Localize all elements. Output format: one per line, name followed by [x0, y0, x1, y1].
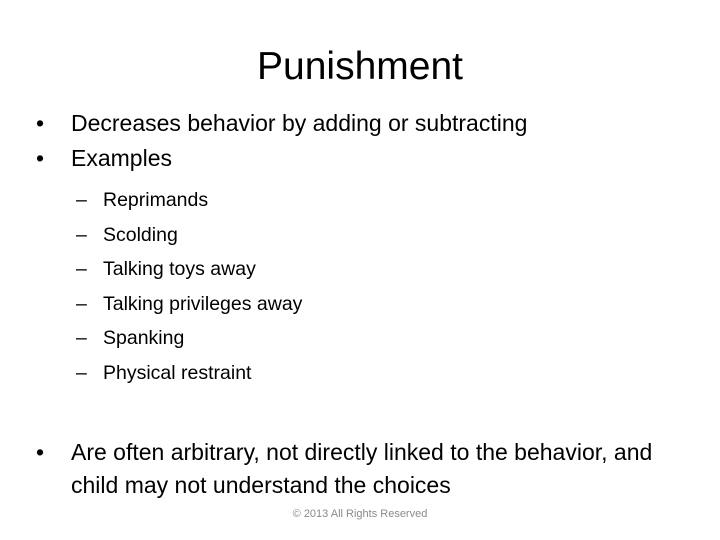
sub-bullet-item — [76, 321, 302, 356]
bullet-dot-icon: • — [36, 110, 45, 136]
bullet-dot-icon: • — [36, 145, 45, 171]
slide-title: Punishment — [257, 45, 463, 88]
sub-bullet-text: Physical restraint — [103, 361, 252, 384]
dash-icon: – — [76, 292, 87, 315]
sub-bullet-item — [76, 356, 302, 391]
dash-icon: – — [76, 223, 87, 246]
sub-bullet-text: Talking privileges away — [103, 292, 303, 315]
sub-bullet-text: Talking toys away — [103, 258, 256, 280]
bottom-bullet-list — [36, 436, 686, 502]
sub-bullet-item — [76, 252, 302, 287]
bullet-text: Decreases behavior by adding or subtracting — [71, 110, 528, 136]
sub-bullet-list — [76, 183, 302, 390]
bullet-text: Are often arbitrary, not directly linked to the behavior, and child may not understand the choices — [71, 439, 653, 498]
bullet-dot-icon: • — [36, 439, 45, 465]
sub-bullet-item — [76, 287, 302, 322]
dash-icon: – — [76, 361, 87, 384]
sub-bullet-item — [76, 218, 302, 253]
dash-icon: – — [76, 189, 87, 211]
bullet-text: Examples — [71, 145, 172, 171]
copyright-footer: © 2013 All Rights Reserved — [292, 508, 428, 520]
bullet-list — [36, 106, 686, 176]
bullet-item — [36, 436, 686, 502]
dash-icon: – — [76, 258, 87, 280]
bullet-item — [36, 106, 686, 141]
sub-bullet-text: Reprimands — [103, 189, 209, 211]
dash-icon: – — [76, 327, 87, 349]
sub-bullet-text: Spanking — [103, 327, 185, 349]
sub-bullet-text: Scolding — [103, 223, 178, 246]
sub-bullet-item — [76, 183, 302, 218]
bullet-item — [36, 141, 686, 176]
